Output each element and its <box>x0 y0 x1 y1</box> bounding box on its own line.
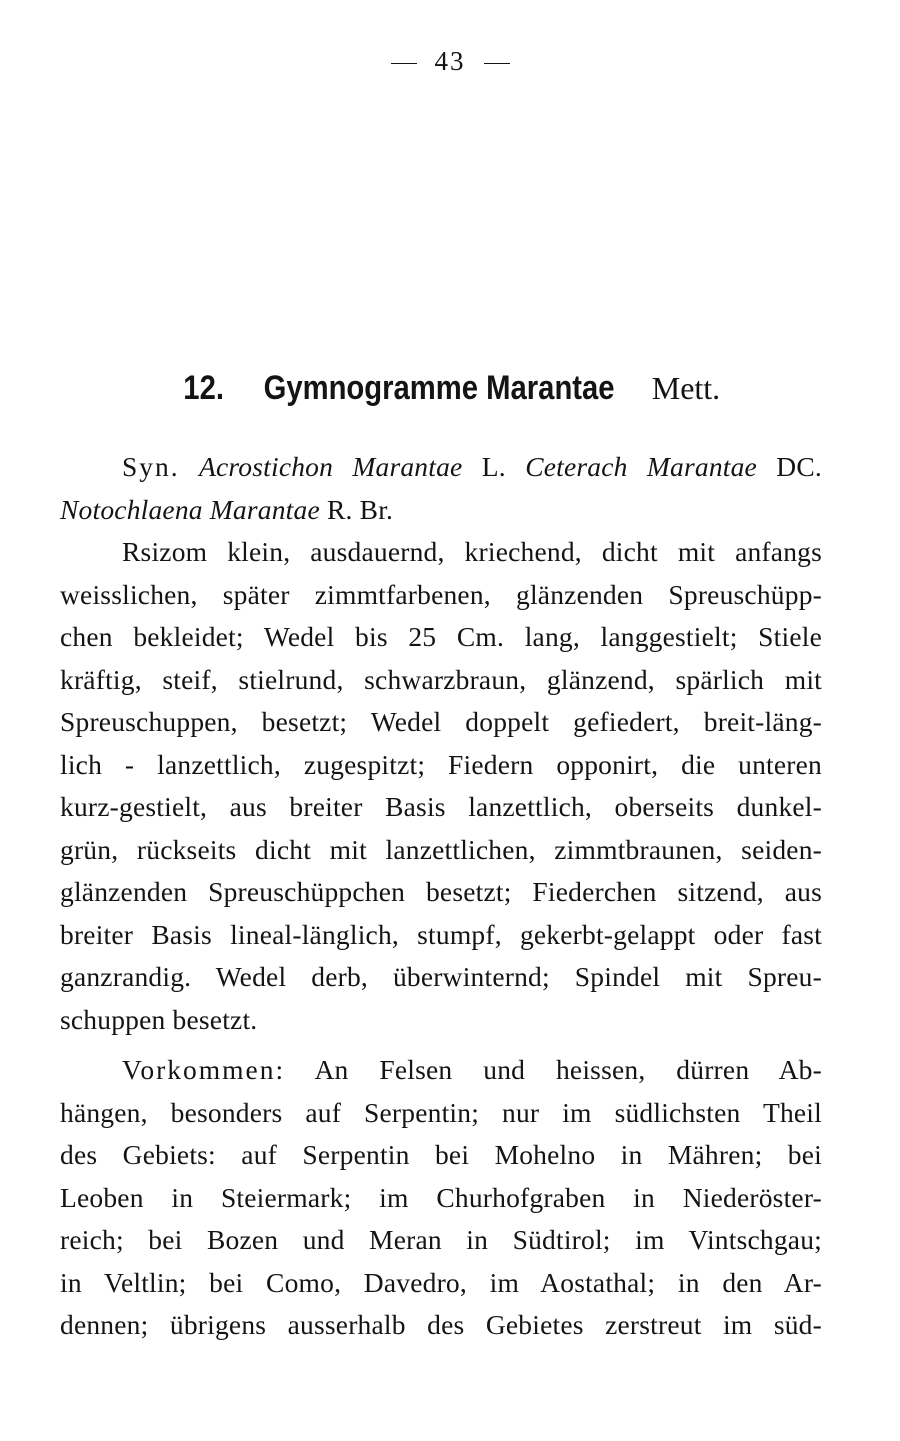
species-author: Mett. <box>651 370 721 406</box>
page-number <box>0 46 900 77</box>
occurrence-label: Vorkommen: <box>122 1054 286 1085</box>
description-line: Rsizom klein, ausdauernd, kriechend, dicht mit anfangs <box>122 536 822 567</box>
occurrence-line: reich; bei Bozen und Meran in Südtirol; im Vintschgau; <box>60 1224 822 1255</box>
description-line: ganzrandig. Wedel derb, überwinternd; Spindel mit Spreu- <box>60 961 822 992</box>
species-heading <box>0 366 900 411</box>
description-line: kräftig, steif, stielrund, schwarzbraun, glänzend, spärlich mit <box>60 663 822 695</box>
dash-left <box>391 63 417 64</box>
synonym-name-1: Acrostichon Marantae <box>199 451 463 482</box>
species-number: 12. <box>183 369 224 407</box>
description-line: kurz-gestielt, aus breiter Basis lanzettlich, oberseits dunkel- <box>60 791 822 822</box>
synonym-author-3: R. Br. <box>326 493 394 525</box>
description-line: schuppen besetzt. <box>60 1003 258 1035</box>
page-number-value: 43 <box>434 46 466 76</box>
occurrence-line-1-text: An Felsen und heissen, dürren Ab- <box>314 1054 822 1085</box>
occurrence-line: Leoben in Steiermark; im Churhofgraben in Niederöster- <box>60 1181 822 1213</box>
occurrence-line: hängen, besonders auf Serpentin; nur im südlichsten Theil <box>60 1096 822 1128</box>
description-line: grün, rückseits dicht mit lanzettlichen, zimmtbraunen, seiden- <box>60 833 822 865</box>
occurrence-paragraph <box>60 1049 822 1347</box>
occurrence-line: dennen; übrigens ausserhalb des Gebietes zerstreut im süd- <box>60 1309 822 1340</box>
synonyms-line-1 <box>60 446 822 489</box>
synonym-name-3: Notochlaena Marantae <box>60 493 320 525</box>
description-line: weisslichen, später zimmtfarbenen, glänzenden Spreuschüpp- <box>60 578 822 610</box>
synonym-author-1: L. <box>481 451 506 482</box>
description-line: lich - lanzettlich, zugespitzt; Fiedern opponirt, die unteren <box>60 748 822 780</box>
description-line: Spreuschuppen, besetzt; Wedel doppelt gefiedert, breit-läng- <box>60 706 822 737</box>
occurrence-line-1 <box>60 1049 822 1092</box>
occurrence-line: in Veltlin; bei Como, Davedro, im Aostathal; in den Ar- <box>60 1266 822 1298</box>
occurrence-line: des Gebiets: auf Serpentin bei Mohelno in Mähren; bei <box>60 1139 822 1170</box>
dash-right <box>484 63 510 64</box>
description-line: breiter Basis lineal-länglich, stumpf, gekerbt-gelappt oder fast <box>60 918 822 950</box>
synonyms-label: Syn. <box>122 451 180 482</box>
synonym-name-2: Ceterach Marantae <box>525 451 757 482</box>
synonyms-line-2 <box>60 489 822 532</box>
synonym-author-2: DC. <box>776 451 822 482</box>
species-name: Gymnogramme Marantae <box>263 369 615 407</box>
description-line: glänzenden Spreuschüppchen besetzt; Fiederchen sitzend, aus <box>60 876 822 907</box>
description-line: chen bekleidet; Wedel bis 25 Cm. lang, langgestielt; Stiele <box>60 621 822 652</box>
description-paragraph <box>60 531 822 1041</box>
synonyms-paragraph <box>60 446 822 531</box>
